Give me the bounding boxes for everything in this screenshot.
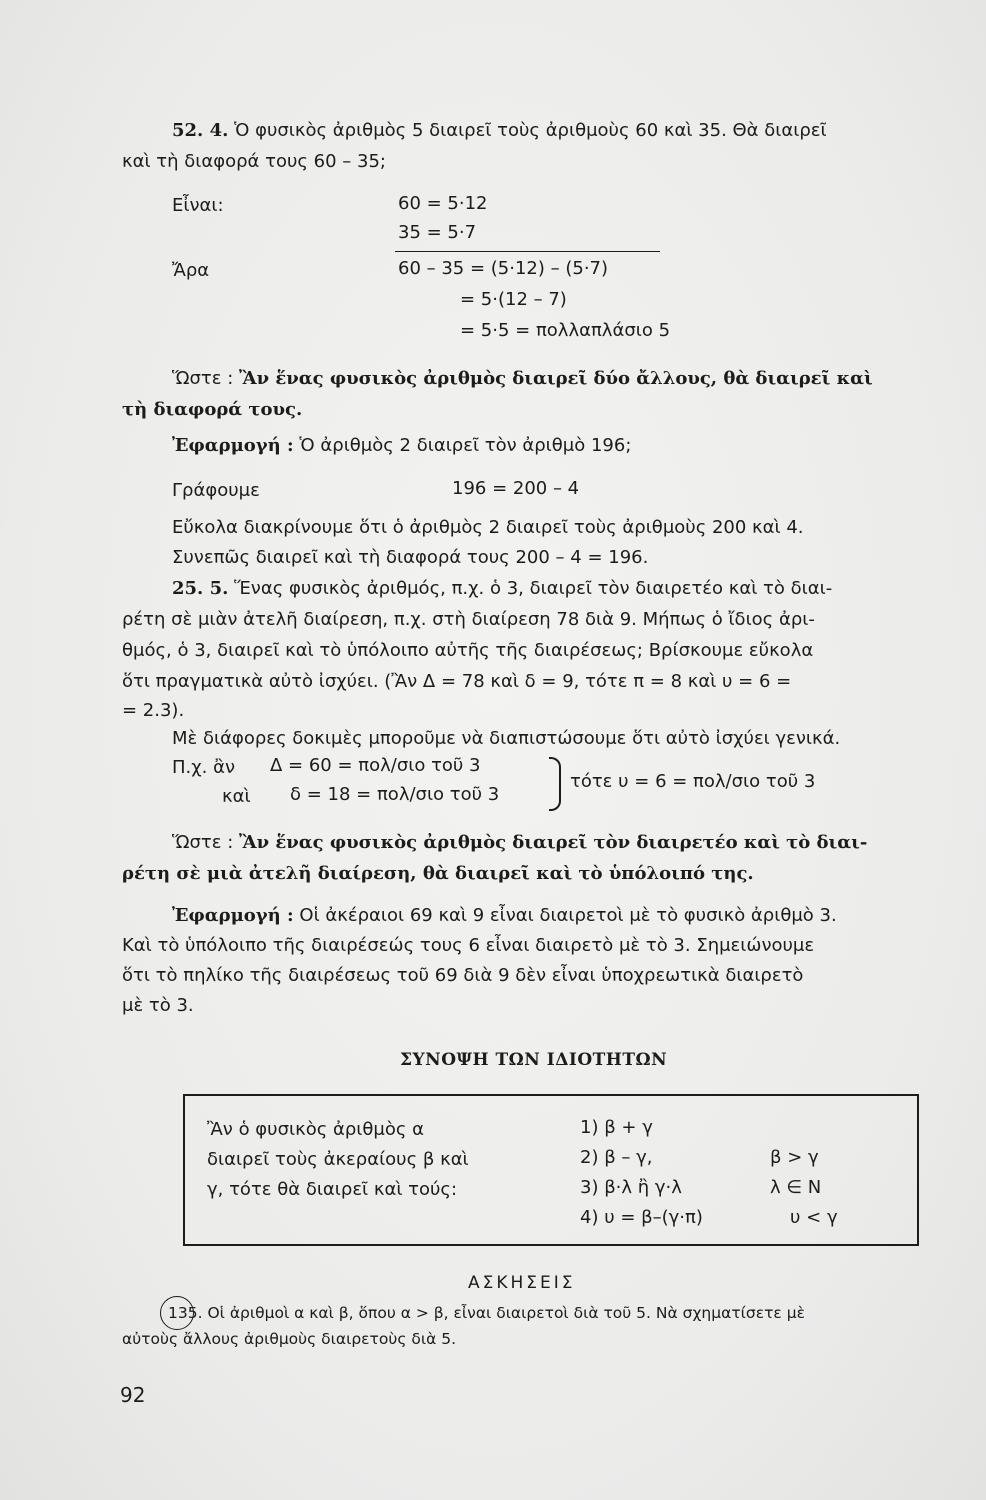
conclusion-25-line1 xyxy=(172,830,867,856)
paragraph-25-line4: ὅτι πραγματικὰ αὐτὸ ἰσχύει. (Ἂν Δ = 78 καὶ δ = 9, τότε π = 8 καὶ υ = 6 = xyxy=(122,671,792,692)
example-dividend: Δ = 60 = πολ/σιο τοῦ 3 xyxy=(270,755,481,776)
application-25-line1 xyxy=(172,903,837,929)
summary-item-4-condition: υ < γ xyxy=(790,1207,838,1228)
summary-item-4: 4) υ = β–(γ·π) xyxy=(580,1207,703,1228)
exercise-number: 135. xyxy=(168,1304,203,1322)
example-kai: καὶ xyxy=(222,786,251,807)
example-remainder: τότε υ = 6 = πολ/σιο τοῦ 3 xyxy=(570,771,816,792)
paragraph-52-line1 xyxy=(172,118,827,144)
synepos-line: Συνεπῶς διαιρεῖ καὶ τὴ διαφορά τους 200 – 4 = 196. xyxy=(172,547,649,568)
equation-1: 60 = 5·12 xyxy=(398,193,488,214)
summary-item-1: 1) β + γ xyxy=(580,1117,653,1138)
example-px: Π.χ. ἂν xyxy=(172,757,236,778)
paragraph-52-line2: καὶ τὴ διαφορά τους 60 – 35; xyxy=(122,151,386,172)
application-25-line4: μὲ τὸ 3. xyxy=(122,995,194,1016)
summary-item-3: 3) β·λ ἢ γ·λ xyxy=(580,1177,682,1198)
paragraph-25-line3: θμός, ὁ 3, διαιρεῖ καὶ τὸ ὑπόλοιπο αὐτῆς τῆς διαιρέσεως; Βρίσκουμε εὔκολα xyxy=(122,640,814,661)
equation-5: = 5·5 = πολλαπλάσιο 5 xyxy=(460,320,671,341)
equation-6: 196 = 200 – 4 xyxy=(452,478,580,499)
equation-3: 60 – 35 = (5·12) – (5·7) xyxy=(398,258,609,279)
paragraph-25-line1 xyxy=(172,576,832,602)
conclusion-label: Ὥστε : xyxy=(172,832,234,853)
application-25-line3: ὅτι τὸ πηλίκο τῆς διαιρέσεως τοῦ 69 διὰ 9 δὲν εἶναι ὑποχρεωτικὰ διαιρετὸ xyxy=(122,965,804,986)
conclusion-52-line2: τὴ διαφορά τους. xyxy=(122,399,303,420)
exercise-text: Οἱ ἀριθμοὶ α καὶ β, ὅπου α > β, εἶναι διαιρετοὶ διὰ τοῦ 5. Νὰ σχηματίσετε μὲ xyxy=(207,1304,805,1322)
application-52 xyxy=(172,433,631,459)
summary-title: ΣΥΝΟΨΗ ΤΩΝ ΙΔΙΟΤΗΤΩΝ xyxy=(400,1050,668,1070)
summary-item-2: 2) β – γ, xyxy=(580,1147,653,1168)
eukola-line: Εὔκολα διακρίνουμε ὅτι ὁ ἀριθμὸς 2 διαιρεῖ τοὺς ἀριθμοὺς 200 καὶ 4. xyxy=(172,517,804,538)
section-number: 52. 4. xyxy=(172,120,229,141)
conclusion-25-line2: ρέτη σὲ μιὰ ἀτελῆ διαίρεση, θὰ διαιρεῖ καὶ τὸ ὑπόλοιπό της. xyxy=(122,863,754,884)
exercise-135-line2: αὐτοὺς ἄλλους ἀριθμοὺς διαιρετοὺς διὰ 5. xyxy=(122,1330,457,1348)
exercises-title: ΑΣΚΗΣΕΙΣ xyxy=(468,1273,576,1293)
equation-2: 35 = 5·7 xyxy=(398,222,477,243)
application-text: Ὁ ἀριθμὸς 2 διαιρεῖ τὸν ἀριθμὸ 196; xyxy=(299,435,632,456)
summary-item-2-condition: β > γ xyxy=(770,1147,819,1168)
application-label: Ἐφαρμογή : xyxy=(172,435,294,456)
exercise-135-line1 xyxy=(168,1302,805,1324)
page-number: 92 xyxy=(120,1383,146,1407)
application-label: Ἐφαρμογή : xyxy=(172,905,294,926)
sum-line xyxy=(395,251,660,252)
application-25-line2: Καὶ τὸ ὑπόλοιπο τῆς διαιρέσεώς τους 6 εἶναι διαιρετὸ μὲ τὸ 3. Σημειώνουμε xyxy=(122,935,815,956)
section-number: 25. 5. xyxy=(172,578,229,599)
text: Ἕνας φυσικὸς ἀριθμός, π.χ. ὁ 3, διαιρεῖ τὸν διαιρετέο καὶ τὸ διαι- xyxy=(234,578,833,599)
ara-label: Ἄρα xyxy=(172,260,210,281)
paragraph-25-line2: ρέτη σὲ μιὰν ἀτελῆ διαίρεση, π.χ. στὴ διαίρεση 78 διὰ 9. Μήπως ὁ ἴδιος ἀρι- xyxy=(122,609,815,630)
conclusion-label: Ὥστε : xyxy=(172,368,234,389)
paragraph-25-line5: = 2.3). xyxy=(122,700,185,721)
text: Ὁ φυσικὸς ἀριθμὸς 5 διαιρεῖ τοὺς ἀριθμοὺς 60 καὶ 35. Θὰ διαιρεῖ xyxy=(234,120,827,141)
conclusion-52-line1 xyxy=(172,366,873,392)
right-brace xyxy=(549,757,561,811)
example-divisor: δ = 18 = πολ/σιο τοῦ 3 xyxy=(290,784,500,805)
grafoume-label: Γράφουμε xyxy=(172,480,260,501)
conclusion-text: Ἂν ἕνας φυσικὸς ἀριθμὸς διαιρεῖ δύο ἄλλους, θὰ διαιρεῖ καὶ xyxy=(239,368,873,389)
equation-4: = 5·(12 – 7) xyxy=(460,289,567,310)
paragraph-25-line6: Μὲ διάφορες δοκιμὲς μποροῦμε νὰ διαπιστώσουμε ὅτι αὐτὸ ἰσχύει γενικά. xyxy=(172,728,841,749)
summary-left-2: διαιρεῖ τοὺς ἀκεραίους β καὶ xyxy=(207,1149,469,1170)
conclusion-text: Ἂν ἕνας φυσικὸς ἀριθμὸς διαιρεῖ τὸν διαιρετέο καὶ τὸ διαι- xyxy=(239,832,868,853)
einai-label: Εἶναι: xyxy=(172,195,224,216)
summary-item-3-condition: λ ∈ N xyxy=(770,1177,822,1198)
summary-left-1: Ἂν ὁ φυσικὸς ἀριθμὸς α xyxy=(207,1119,425,1140)
application-text: Οἱ ἀκέραιοι 69 καὶ 9 εἶναι διαιρετοὶ μὲ τὸ φυσικὸ ἀριθμὸ 3. xyxy=(299,905,837,926)
summary-left-3: γ, τότε θὰ διαιρεῖ καὶ τούς: xyxy=(207,1179,458,1200)
